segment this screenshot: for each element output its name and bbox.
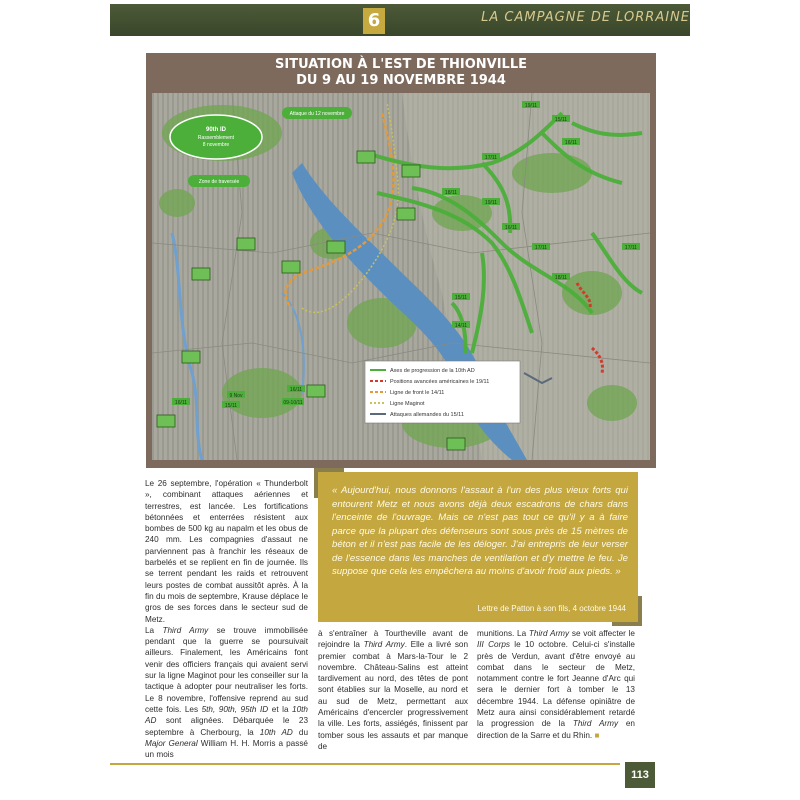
- legend-label: Ligne de front le 14/11: [390, 390, 445, 396]
- chapter-title: LA CAMPAGNE DE LORRAINE: [481, 10, 690, 25]
- map-date-tag: 09-10/11: [283, 400, 303, 406]
- article-paragraph: Le 26 septembre, l'opération « Thunderbolt », combinant attaques aériennes et terrestres, est lancée. Les fortifications bétonnées et enterrées résistent aux bombes de 500 kg au napalm et les obus de 240 mm. Les compagnies d'assaut ne parviennent pas à franchir les réseaux de barbelés et se replient en fin de journée. Ils se terrent pendant les raids et retrouvent leurs postes de combat aussitôt après. À la fin du mois de septembre, Krause déplace le gros de ses forces dans le secteur sud de Metz.: [145, 479, 308, 624]
- article-column-1: [145, 478, 308, 760]
- map-title-line1: SITUATION À L'EST DE THIONVILLE: [275, 57, 527, 72]
- map-date-tag: 19/11: [484, 200, 498, 206]
- quote-corner: [314, 468, 318, 498]
- legend-label: Ligne Maginot: [390, 401, 425, 407]
- map-label-zone: Zone de traversée: [198, 179, 240, 185]
- quote-corner: [638, 596, 642, 626]
- map-date-tag: 18/11: [554, 275, 568, 281]
- map-date-tag: 17/11: [534, 245, 548, 251]
- map-date-tag: 14/11: [454, 323, 468, 329]
- chapter-number: 6: [363, 8, 385, 34]
- map-date-tag: 16/11: [504, 225, 518, 231]
- quote-text: « Aujourd'hui, nous donnons l'assaut à l'un des plus vieux forts qui entourent Metz et nous avons déjà deux escadrons de chars dans l'enceinte de l'ouvrage. Mais ce n'est pas tout ce qu'il y a à faire parce que la plupart des défenseurs sont sous près de 15 mètres de béton et il n'est pas facile de les déloger. J'ai entrepris de leur verser de l'essence dans les manches de ventilation et d'y mettre le feu. Je suppose que cela les empêchera au moins d'avoir froid aux pieds. »: [332, 485, 628, 577]
- end-mark: ■: [594, 730, 600, 740]
- map-date-tag: 15/11: [224, 403, 238, 409]
- map-title: [152, 57, 650, 91]
- article-paragraph: munitions. La Third Army se voit affecter le III Corps le 10 octobre. Celui-ci s'installe près de Verdun, avant d'être envoyé au combat dans le secteur de Metz, notamment contre le fort Jeanne d'Arc qui sera le dernier fort à tomber le 13 décembre 1944. La défense opiniâtre de Metz aura ainsi considérablement retardé la progression de la Third Army en direction de la Sarre et du Rhin. ■: [477, 629, 635, 740]
- page-number: 113: [625, 762, 655, 788]
- article-paragraph: La Third Army se trouve immobilisée pendant que la guerre se poursuivait ailleurs. Finalement, les Américains font venir des officiers français qui avaient servi sur la ligne Maginot pour les conseiller sur la tactique à adopter pour neutraliser les forts. Le 8 novembre, l'offensive reprend au sud cette fois. Les 5th, 90th, 95th ID et la 10th AD sont alignées. Débarquée le 23 septembre à Cherbourg, la 10th AD du Major General William H. H. Morris a passé un mois: [145, 625, 309, 760]
- footer-rule: [110, 763, 620, 765]
- map-date-tag: 18/11: [444, 190, 458, 196]
- map-label-date: 8 novembre: [202, 142, 230, 148]
- map-title-line2: DU 9 AU 19 NOVEMBRE 1944: [296, 73, 506, 88]
- map-date-tag: 16/11: [289, 387, 303, 393]
- quote-corner: [314, 468, 344, 472]
- map-date-tag: 9 Nov: [229, 393, 243, 399]
- map-date-tag: 17/11: [484, 155, 498, 161]
- article-column-2: [318, 628, 468, 752]
- map-date-tag: 16/11: [564, 140, 578, 146]
- campaign-map: [152, 93, 650, 460]
- legend-label: Attaques allemandes du 15/11: [390, 412, 464, 418]
- map-label-rassemblement: Rassemblement: [197, 135, 235, 141]
- map-date-tag: 17/11: [624, 245, 638, 251]
- legend-label: Positions avancées américaines le 19/11: [390, 379, 490, 385]
- quote-box: [318, 472, 638, 622]
- quote-source: Lettre de Patton à son fils, 4 octobre 1944: [477, 604, 626, 613]
- map-date-tag: 16/11: [174, 400, 188, 406]
- legend-label: Axes de progression de la 10th AD: [390, 368, 475, 374]
- map-label-attack: Attaque du 12 novembre: [289, 111, 345, 117]
- map-date-tag: 19/11: [524, 103, 538, 109]
- article-paragraph: à s'entraîner à Tourtheville avant de rejoindre la Third Army. Elle a livré son premier combat à Mars-la-Tour le 2 novembre. Château-Salins est atteint tardivement au nord, des têtes de pont sont établies sur la Moselle, au nord et au sud de Metz, permettant aux Américains d'encercler progressivement la ville. Les forts, assiégés, finissent par tomber sous les assauts et par manque de: [318, 629, 469, 751]
- article-column-3: [477, 628, 635, 741]
- map-date-tag: 15/11: [554, 117, 568, 123]
- map-date-tag: 15/11: [454, 295, 468, 301]
- map-label-division: 90th ID: [205, 127, 227, 133]
- map-legend: [365, 361, 520, 423]
